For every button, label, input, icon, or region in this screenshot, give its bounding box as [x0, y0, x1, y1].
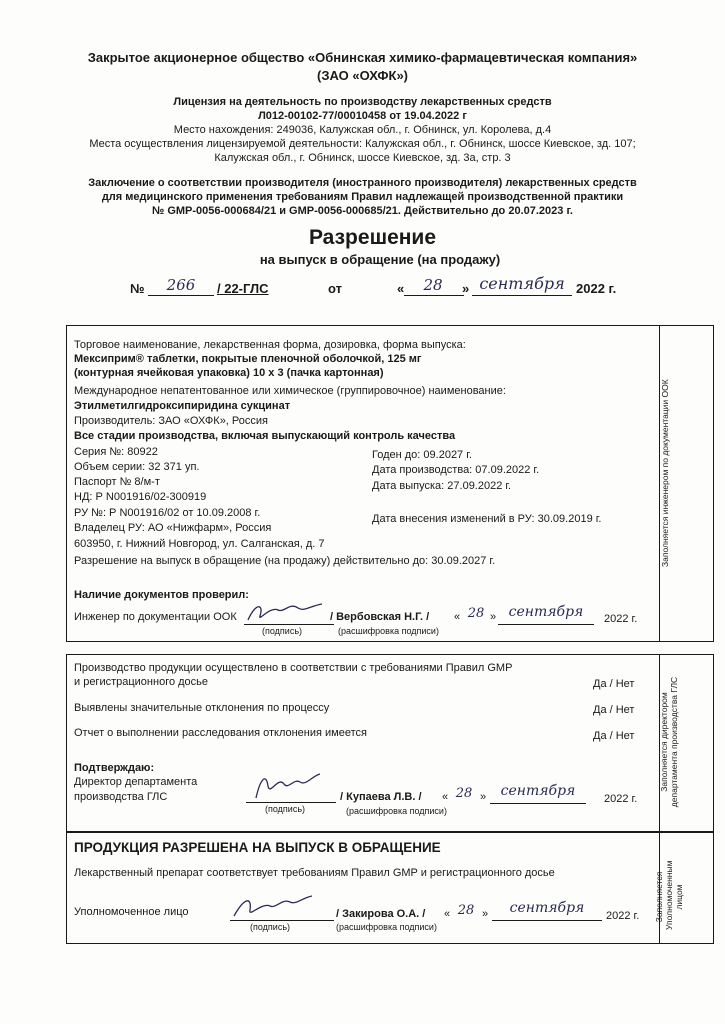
final-sign-year: 2022 г. [606, 910, 640, 922]
director-sign-year: 2022 г. [604, 793, 638, 805]
final-sign-caption: (подпись) [250, 922, 291, 932]
document-subtitle: на выпуск в обращение (на продажу) [259, 252, 501, 267]
series-number: Серия №: 80922 [74, 446, 158, 458]
authorized-person-signature [230, 892, 316, 922]
ru-owner: Владелец РУ: АО «Нижфарм», Россия [74, 522, 272, 534]
final-heading: ПРОДУКЦИЯ РАЗРЕШЕНА НА ВЫПУСК В ОБРАЩЕНИЕ [74, 840, 441, 855]
ook-side-note: Заполняется инженером по документации ООК [660, 379, 670, 567]
inn-label: Международное непатентованное или химическое (группировочное) наименование: [74, 385, 506, 397]
permit-valid-till: Разрешение на выпуск в обращение (на продажу) действительно до: 30.09.2027 г. [74, 555, 496, 567]
production-date: Дата производства: 07.09.2022 г. [372, 464, 540, 476]
final-sign-day: 28 [457, 903, 475, 918]
passport-number: Паспорт № 8/м-т [74, 476, 160, 488]
director-role-line-1: Директор департамента [74, 776, 198, 788]
trade-name: Мексиприм® таблетки, покрытые пленочной оболочкой, 125 мг [74, 353, 422, 365]
gmp-line-1: Заключение о соответствии производителя (иностранного производителя) лекарственных средств [88, 177, 637, 189]
permit-date-open-quote: « [397, 281, 405, 296]
company-location: Место нахождения: 249036, Калужская обл., г. Обнинск, ул. Королева, д.4 [173, 124, 552, 136]
final-text: Лекарственный препарат соответствует требованиям Правил GMP и регистрационного досье [74, 867, 555, 879]
gmp-question-line-1: Производство продукции осуществлено в соответствии с требованиями Правил GMP [74, 662, 513, 674]
company-name: Закрытое акционерное общество «Обнинская химико-фармацевтическая компания» [87, 50, 638, 65]
permit-date-day: 28 [423, 276, 443, 294]
series-volume: Объем серии: 32 371 уп. [74, 461, 200, 473]
final-side-note: Заполняется Уполномоченным лицом [654, 860, 684, 930]
document-title: Разрешение [308, 226, 437, 249]
production-stages: Все стадии производства, включая выпускающий контроль качества [74, 430, 456, 442]
gmp-question-yes-no[interactable]: Да / Нет [593, 678, 635, 690]
sites-line-2: Калужская обл., г. Обнинск, шоссе Киевское, зд. 3а, стр. 3 [214, 152, 511, 164]
engineer-name: / Вербовская Н.Г. / [330, 611, 430, 623]
release-date: Дата выпуска: 27.09.2022 г. [372, 480, 512, 492]
inn-name: Этилметилгидроксипиридина сукцинат [74, 400, 291, 412]
trade-name-label: Торговое наименование, лекарственная форма, дозировка, форма выпуска: [74, 339, 466, 351]
director-name: / Купаева Л.В. / [340, 791, 422, 803]
gmp-line-2: для медицинского применения требованиям Правил надлежащей производственной практики [101, 191, 624, 203]
final-sign-month: сентября [509, 900, 585, 916]
engineer-sign-caption: (подпись) [262, 626, 303, 636]
owner-address: 603950, г. Нижний Новгород, ул. Салганская, д. 7 [74, 538, 325, 550]
final-decode-caption: (расшифровка подписи) [336, 922, 437, 932]
license-title: Лицензия на деятельность по производству лекарственных средств [173, 96, 552, 108]
permit-number-label: № [130, 281, 145, 296]
permit-date-year: 2022 г. [576, 281, 617, 296]
director-decode-caption: (расшифровка подписи) [346, 806, 447, 816]
deviation-question: Выявлены значительные отклонения по процессу [74, 702, 330, 714]
director-sign-caption: (подпись) [265, 804, 306, 814]
ru-change-date: Дата внесения изменений в РУ: 30.09.2019 г. [372, 513, 602, 525]
ru-number: РУ №: Р N001916/02 от 10.09.2008 г. [74, 507, 261, 519]
confirm-label: Подтверждаю: [74, 762, 155, 774]
manufacturer: Производитель: ЗАО «ОХФК», Россия [74, 415, 268, 427]
permit-date-close-quote: » [462, 281, 470, 296]
director-role-line-2: производства ГЛС [74, 791, 168, 803]
expiry-date: Годен до: 09.2027 г. [372, 449, 472, 461]
docs-checked-label: Наличие документов проверил: [74, 589, 249, 601]
engineer-label: Инженер по документации ООК [74, 611, 237, 623]
package-form: (контурная ячейковая упаковка) 10 x 3 (пачка картонная) [74, 367, 384, 379]
engineer-signature [244, 598, 326, 626]
license-number: Л012-00102-77/00010458 от 19.04.2022 г [258, 110, 467, 122]
investigation-question: Отчет о выполнении расследования отклонения имеется [74, 727, 367, 739]
permit-number-handwritten: 266 [166, 276, 196, 294]
engineer-sign-year: 2022 г. [604, 613, 638, 625]
company-short-name: (ЗАО «ОХФК») [316, 68, 409, 83]
deviation-yes-no[interactable]: Да / Нет [593, 704, 635, 716]
gmp-line-3: № GMP-0056-000684/21 и GMP-0056-000685/21. Действительно до 20.07.2023 г. [152, 205, 573, 217]
permit-date-from-label: от [328, 281, 342, 296]
permit-date-month: сентября [479, 274, 565, 293]
director-signature [250, 770, 330, 804]
investigation-yes-no[interactable]: Да / Нет [593, 730, 635, 742]
director-sign-day: 28 [455, 786, 473, 801]
engineer-sign-day: 28 [467, 606, 485, 621]
permit-number-suffix: / 22-ГЛС [217, 281, 269, 296]
gmp-question-line-2: и регистрационного досье [74, 676, 209, 688]
authorized-person-label: Уполномоченное лицо [74, 906, 189, 918]
engineer-sign-month: сентября [508, 604, 584, 620]
director-side-note: Заполняется директором департамента производства ГЛС [659, 676, 679, 808]
director-sign-month: сентября [500, 783, 576, 799]
nd-number: НД: Р N001916/02-300919 [74, 491, 207, 503]
sites-line-1: Места осуществления лицензируемой деятельности: Калужская обл., г. Обнинск, шоссе Киевское, зд. 107; [89, 138, 636, 150]
authorized-person-name: / Закирова О.А. / [336, 908, 426, 920]
engineer-decode-caption: (расшифровка подписи) [338, 626, 439, 636]
